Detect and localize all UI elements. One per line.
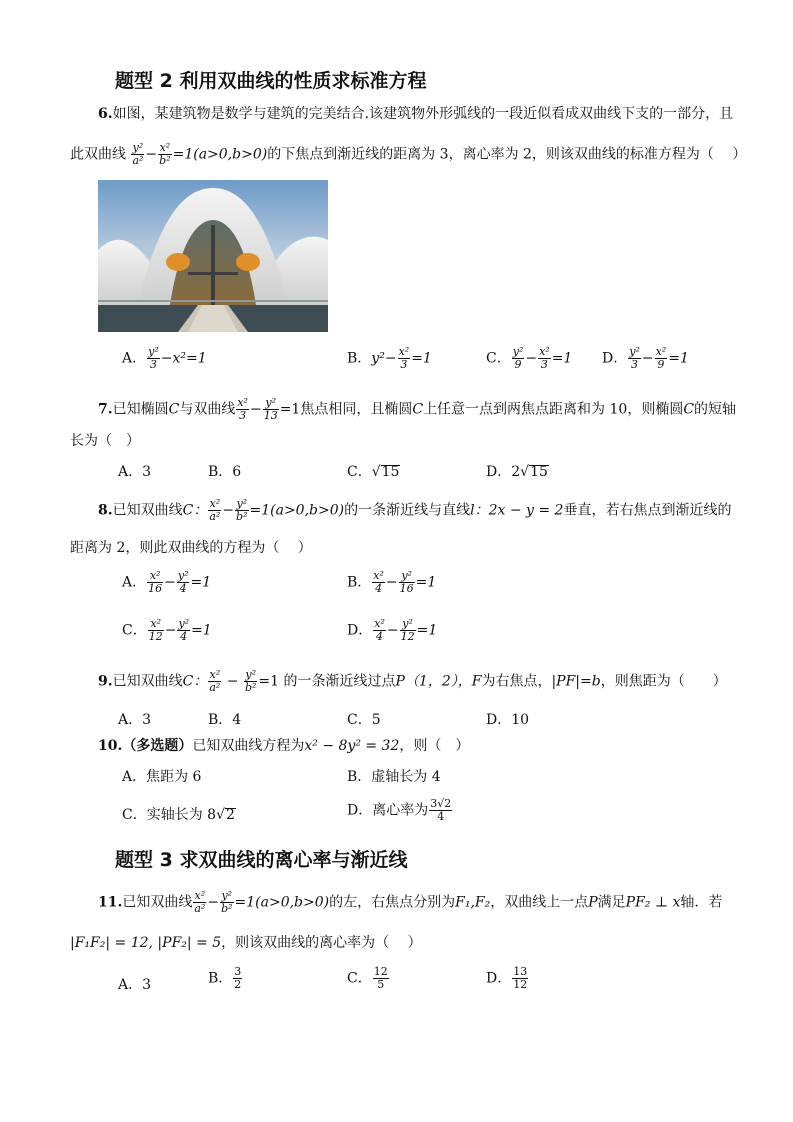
question-11-option-d[interactable]: D． $\frac{13}{12}$: [486, 965, 528, 991]
question-11-option-a[interactable]: A．3: [118, 977, 152, 993]
question-7-line-1: 7.已知椭圆C与双曲线 $\frac{\text{x²}}{3}$ − $\frac{\text{y²}}{13}$ =1焦点相同，且椭圆C上任意一点到两焦点距离和为 10，则椭圆C的短轴: [98, 396, 737, 422]
question-6-suffix: 的下焦点到渐近线的距离为 3，离心率为 2，则该双曲线的标准方程为（ ）: [267, 146, 747, 163]
question-11-condition-2: |F₁F₂| = 12, |PF₂| = 5: [70, 935, 222, 951]
question-8-suffix: 垂直，若右焦点到渐近线的: [563, 502, 732, 519]
question-8-option-b[interactable]: B． $\frac{\text{x²}}{4}$ − $\frac{\text{y²}}{16}$ =1: [347, 569, 437, 595]
question-6-prefix: 此双曲线: [70, 146, 126, 163]
question-10-line-1: [98, 736, 469, 756]
question-7-number: 7.: [98, 401, 113, 418]
question-9-prefix: 已知双曲线: [112, 673, 183, 690]
section-2-title: 题型 2 利用双曲线的性质求标准方程: [115, 70, 427, 92]
question-11-foci: F₁,F₂: [455, 894, 491, 911]
question-11-point-p: P: [588, 894, 598, 911]
question-10-option-c[interactable]: C．实轴长为 8√2: [122, 807, 235, 823]
question-8-condition: =1(a>0,b>0): [249, 502, 345, 519]
question-7-line-2: 长为（ ）: [70, 433, 140, 449]
question-6-frac-y2a2: $\frac{\text{y²}}{\text{a²}}$: [132, 141, 144, 167]
question-8-curve-c: C：: [182, 502, 208, 519]
question-7-ellipse-c: C: [168, 401, 180, 418]
question-8-line-2: 距离为 2，则此双曲线的方程为（ ）: [70, 540, 312, 556]
question-11-mid: 的左，右焦点分别为: [329, 894, 456, 911]
question-6-option-b[interactable]: B．y²− $\frac{\text{x²}}{3}$ =1: [347, 345, 432, 371]
question-8-prefix: 已知双曲线: [112, 502, 183, 519]
question-7-ellipse-c-3: C: [683, 401, 695, 418]
section-3-title: 题型 3 求双曲线的离心率与渐近线: [115, 849, 408, 871]
question-8-option-d[interactable]: D． $\frac{\text{x²}}{4}$ − $\frac{\text{y²}}{12}$ =1: [347, 617, 438, 643]
question-7-mid-3: 上任意一点到两焦点距离和为 10，则椭圆: [423, 401, 684, 418]
question-9-point-p: P（1，2），: [395, 673, 472, 690]
question-10-option-d[interactable]: D．离心率为 $\frac{3√2}{4}$: [347, 797, 452, 823]
question-9-focus-f: F: [471, 673, 482, 690]
question-9-curve-c: C：: [182, 673, 208, 690]
question-10-number: 10.: [98, 738, 123, 754]
question-8-mid: 的一条渐近线与直线: [344, 502, 471, 519]
question-11-line-2: [70, 933, 422, 953]
question-7-option-b[interactable]: B．6: [208, 464, 242, 480]
question-11-suffix: 轴．若: [680, 894, 723, 911]
question-11-prefix: 已知双曲线: [122, 894, 193, 911]
question-11-number: 11.: [98, 894, 123, 911]
question-10-text: 已知双曲线方程为: [192, 738, 305, 754]
question-10-option-a[interactable]: A．焦距为 6: [122, 769, 202, 785]
question-11-question: ，则该双曲线的离心率为（ ）: [221, 935, 422, 951]
question-9-mid-2: 为右焦点，: [481, 673, 552, 690]
question-6-option-a[interactable]: A． $\frac{\text{y²}}{3}$ −x²=1: [122, 345, 207, 371]
question-9-pf: |PF|=b: [551, 673, 601, 690]
question-7-option-a[interactable]: A．3: [118, 464, 152, 480]
question-6-line-2: 此双曲线 $\frac{\text{y²}}{\text{a²}}$ − $\frac{\text{x²}}{\text{b²}}$ =1(a>0,b>0)的下焦点到渐近线的距离为 3，离心率为 2，则该双曲线的标准方程为（ ）: [70, 141, 747, 167]
question-6-line-1: [98, 104, 733, 124]
question-8-line-l: l：2x − y = 2: [470, 502, 564, 519]
question-11-condition: =1(a>0,b>0): [234, 894, 330, 911]
question-8-line-1: 8.已知双曲线C： $\frac{\text{x²}}{\text{a²}}$ − $\frac{\text{y²}}{\text{b²}}$ =1(a>0,b>0)的一条渐近线与直线l：2x − y = 2垂直，若右焦点到渐近线的: [98, 497, 732, 523]
question-6-option-d[interactable]: D． $\frac{\text{y²}}{3}$ − $\frac{\text{x²}}{9}$ =1: [602, 345, 689, 371]
question-6-number: 6.: [98, 106, 113, 122]
question-7-mid-1: 与双曲线: [179, 401, 236, 418]
question-9-option-d[interactable]: D．10: [486, 712, 530, 728]
question-11-option-c[interactable]: C． $\frac{12}{5}$: [347, 965, 388, 991]
question-11-option-b[interactable]: B． $\frac{3}{2}$: [208, 965, 242, 991]
question-7-option-c[interactable]: C．√15: [347, 464, 400, 480]
question-10-suffix: ，则（ ）: [399, 738, 470, 754]
question-7-mid-2: =1焦点相同，且椭圆: [279, 401, 413, 418]
question-6-condition: =1(a>0,b>0): [172, 146, 268, 163]
building-photo: [98, 180, 328, 332]
question-9-suffix: ，则焦距为（ ）: [600, 673, 727, 690]
question-8-option-a[interactable]: A． $\frac{\text{x²}}{16}$ − $\frac{\text{y²}}{4}$ =1: [122, 569, 212, 595]
question-8-number: 8.: [98, 502, 113, 519]
question-11-perpendicular: PF₂ ⊥ x: [625, 894, 681, 911]
question-7-suffix: 的短轴: [694, 401, 737, 418]
question-9-line-1: 9.已知双曲线C： $\frac{\text{x²}}{\text{a²}}$ − $\frac{\text{y²}}{\text{b²}}$ =1 的一条渐近线过点P（1，2），F为右焦点，|PF|=b，则焦距为（ ）: [98, 668, 727, 694]
question-6-text-1: 如图，某建筑物是数学与建筑的完美结合.该建筑物外形弧线的一段近似看成双曲线下支的一部分，且: [112, 106, 734, 122]
question-10-equation: x² − 8y² = 32: [304, 738, 400, 754]
question-8-option-c[interactable]: C． $\frac{\text{x²}}{12}$ − $\frac{\text{y²}}{4}$ =1: [122, 617, 212, 643]
question-10-tag: （多选题）: [122, 738, 193, 754]
question-9-option-c[interactable]: C．5: [347, 712, 381, 728]
question-7-ellipse-c-2: C: [412, 401, 424, 418]
question-9-option-b[interactable]: B．4: [208, 712, 242, 728]
question-9-number: 9.: [98, 673, 113, 690]
question-11-mid-3: 满足: [597, 894, 626, 911]
question-6-option-c[interactable]: C． $\frac{\text{y²}}{9}$ − $\frac{\text{x²}}{3}$ =1: [486, 345, 573, 371]
question-7-option-d[interactable]: D．2√15: [486, 464, 548, 480]
question-10-option-b[interactable]: B．虚轴长为 4: [347, 769, 441, 785]
question-9-mid: =1 的一条渐近线过点: [258, 673, 396, 690]
question-6-frac-x2b2: $\frac{\text{x²}}{\text{b²}}$: [159, 141, 171, 167]
question-11-mid-2: ，双曲线上一点: [490, 894, 589, 911]
question-9-option-a[interactable]: A．3: [118, 712, 152, 728]
question-7-prefix: 已知椭圆: [112, 401, 169, 418]
question-11-line-1: 11.已知双曲线 $\frac{\text{x²}}{\text{a²}}$ − $\frac{\text{y²}}{\text{b²}}$ =1(a>0,b>0)的左，右焦点分别为F₁,F₂，双曲线上一点P满足PF₂ ⊥ x轴．若: [98, 889, 723, 915]
